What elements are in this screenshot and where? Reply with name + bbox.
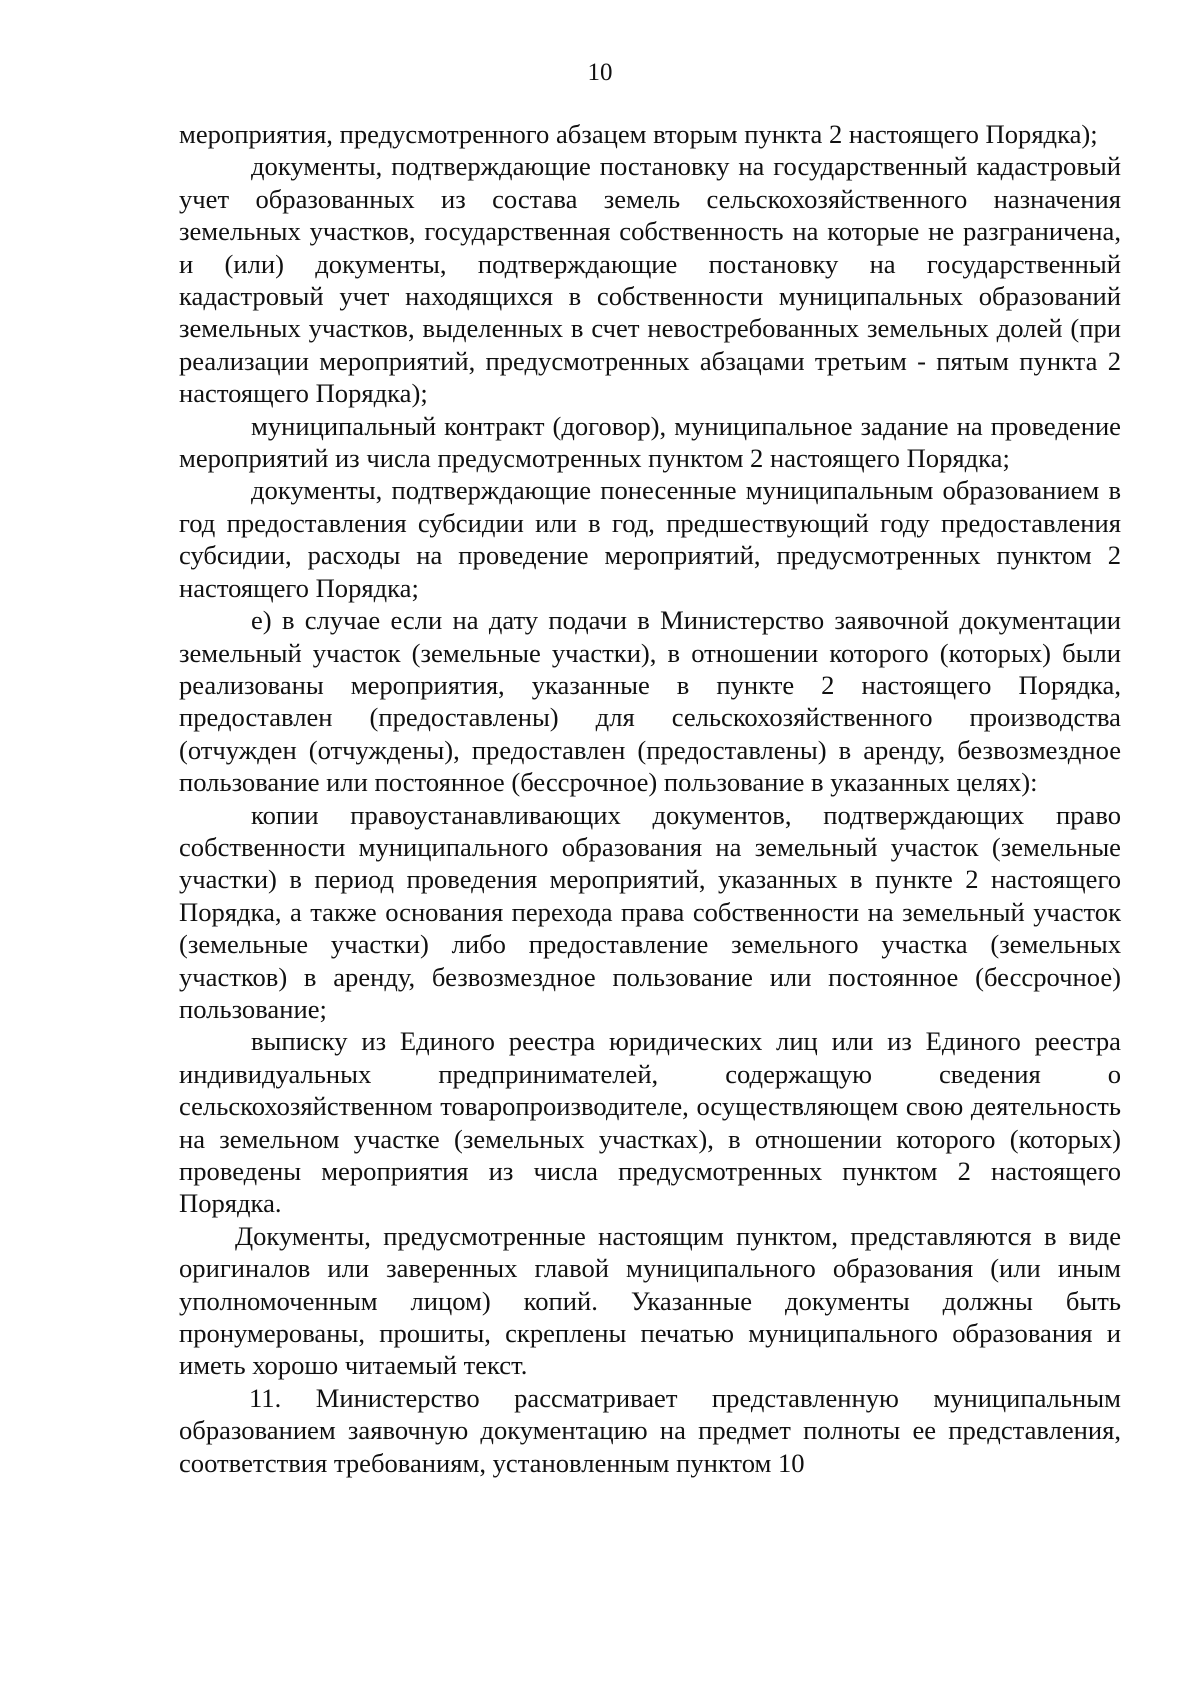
paragraph-5: е) в случае если на дату подачи в Министерство заявочной документации земельный участок (земельные участки), в отношении которого (которых) были реализованы мероприятия, указанные в пункте 2 настоящего Порядка, предоставлен (предоставлены) для сельскохозяйственного производства (отчужден (отчуждены), предоставлен (предоставлены) в аренду, безвозмездное пользование или постоянное (бессрочное) пользование в указанных целях): — [179, 605, 1121, 798]
paragraph-4: документы, подтверждающие понесенные муниципальным образованием в год предоставления субсидии или в год, предшествующий году предоставления субсидии, расходы на проведение мероприятий, предусмотренных пунктом 2 настоящего Порядка; — [179, 475, 1121, 603]
paragraph-6: копии правоустанавливающих документов, подтверждающих право собственности муниципального образования на земельный участок (земельные участки) в период проведения мероприятий, указанных в пункте 2 настоящего Порядка, а также основания перехода права собственности на земельный участок (земельные участки) либо предоставление земельного участка (земельных участков) в аренду, безвозмездное пользование или постоянное (бессрочное) пользование; — [179, 799, 1121, 1024]
document-body — [179, 118, 1121, 1479]
paragraph-3: муниципальный контракт (договор), муниципальное задание на проведение мероприятий из числа предусмотренных пунктом 2 настоящего Порядка; — [179, 410, 1121, 474]
page-number: 10 — [587, 59, 613, 86]
paragraph-9: 11. Министерство рассматривает представленную муниципальным образованием заявочную документацию на предмет полноты ее представления, соответствия требованиям, установленным пунктом 10 — [179, 1382, 1121, 1478]
paragraph-2: документы, подтверждающие постановку на государственный кадастровый учет образованных из состава земель сельскохозяйственного назначения земельных участков, государственная собственность на которые не разграничена, и (или) документы, подтверждающие постановку на государственный кадастровый учет находящихся в собственности муниципальных образований земельных участков, выделенных в счет невостребованных земельных долей (при реализации мероприятий, предусмотренных абзацами третьим - пятым пункта 2 настоящего Порядка); — [179, 151, 1121, 409]
paragraph-8: Документы, предусмотренные настоящим пунктом, представляются в виде оригиналов или заверенных главой муниципального образования (или иным уполномоченным лицом) копий. Указанные документы должны быть пронумерованы, прошиты, скреплены печатью муниципального образования и иметь хорошо читаемый текст. — [179, 1220, 1121, 1381]
paragraph-1: мероприятия, предусмотренного абзацем вторым пункта 2 настоящего Порядка); — [179, 119, 1098, 149]
paragraph-7: выписку из Единого реестра юридических лиц или из Единого реестра индивидуальных предпринимателей, содержащую сведения о сельскохозяйственном товаропроизводителе, осуществляющем свою деятельность на земельном участке (земельных участках), в отношении которого (которых) проведены мероприятия из числа предусмотренных пунктом 2 настоящего Порядка. — [179, 1026, 1121, 1219]
